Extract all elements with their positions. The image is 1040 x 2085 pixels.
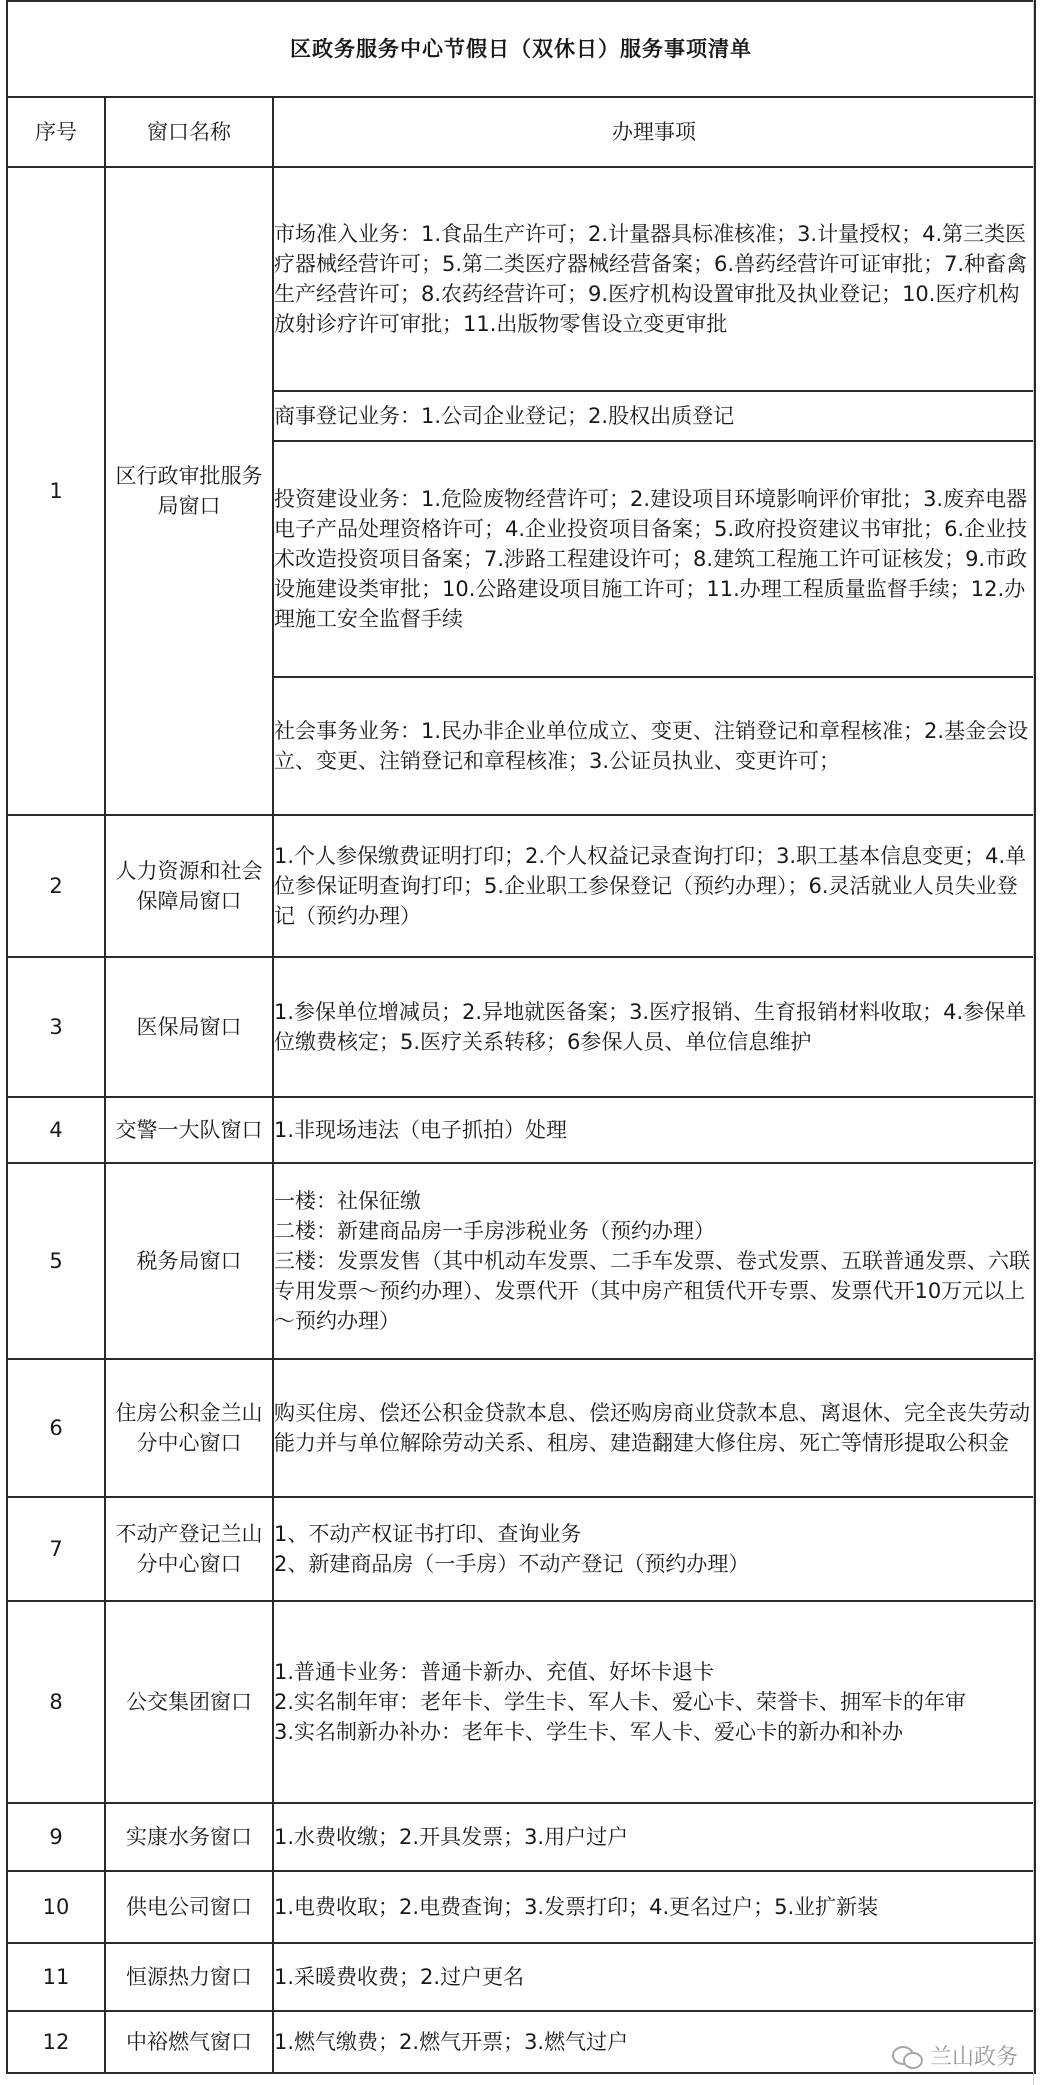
window-name: 税务局窗口: [105, 1163, 273, 1359]
service-table: [6, 0, 1036, 2074]
service-items: [273, 1497, 1035, 1601]
table-row: [7, 1359, 1035, 1497]
service-text: 1.燃气缴费；2.燃气开票；3.燃气过户: [274, 2030, 629, 2054]
service-items: [273, 1359, 1035, 1497]
table-row: [7, 1097, 1035, 1163]
service-text: 1.采暖费收费；2.过户更名: [274, 1965, 525, 1989]
service-items: [273, 1601, 1035, 1803]
window-name: 公交集团窗口: [105, 1601, 273, 1803]
service-text: 1.水费收缴；2.开具发票；3.用户过户: [274, 1825, 629, 1849]
window-name: 人力资源和社会保障局窗口: [105, 815, 273, 957]
table-row: [7, 1497, 1035, 1601]
row-number: 9: [7, 1803, 105, 1871]
service-items: [273, 1943, 1035, 2011]
title-row: [7, 1, 1035, 97]
service-text: 1.电费收取；2.电费查询；3.发票打印；4.更名过户；5.业扩新装: [274, 1895, 879, 1919]
service-block-market: 市场准入业务：1.食品生产许可；2.计量器具标准核准；3.计量授权；4.第三类医疗器械经营许可；5.第二类医疗器械经营备案；6.兽药经营许可证审批；7.种畜禽生产经营许可；8.农药经营许可；9.医疗机构设置审批及执业登记；10.医疗机构放射诊疗许可审批；11.出版物零售设立变更审批: [274, 222, 1028, 336]
service-items: [273, 677, 1035, 815]
window-name: 实康水务窗口: [105, 1803, 273, 1871]
row-number: 7: [7, 1497, 105, 1601]
table-row: [7, 1871, 1035, 1943]
service-block-social: 社会事务业务：1.民办非企业单位成立、变更、注销登记和章程核准；2.基金会设立、变更、注销登记和章程核准；3.公证员执业、变更许可；: [274, 719, 1029, 773]
service-items: [273, 1803, 1035, 1871]
table-row: [7, 2011, 1035, 2073]
window-name: 住房公积金兰山分中心窗口: [105, 1359, 273, 1497]
wechat-icon: [892, 2044, 922, 2068]
table-row: [7, 1163, 1035, 1359]
service-items: [273, 957, 1035, 1097]
service-items: [273, 167, 1035, 391]
service-items: [273, 391, 1035, 441]
service-items: [273, 1871, 1035, 1943]
table-row: [7, 957, 1035, 1097]
window-name: 交警一大队窗口: [105, 1097, 273, 1163]
window-name: 供电公司窗口: [105, 1871, 273, 1943]
window-name: 不动产登记兰山分中心窗口: [105, 1497, 273, 1601]
header-items: 办理事项: [273, 97, 1035, 167]
service-text: 1.参保单位增减员；2.异地就医备案；3.医疗报销、生育报销材料收取；4.参保单位缴费核定；5.医疗关系转移；6参保人员、单位信息维护: [274, 1000, 1027, 1054]
table-row: [7, 1601, 1035, 1803]
table-row: [7, 1943, 1035, 2011]
service-text: 一楼：社保征缴 二楼：新建商品房一手房涉税业务（预约办理） 三楼：发票发售（其中机动车发票、二手车发票、卷式发票、五联普通发票、六联专用发票～预约办理）、发票代开（其中房产租赁代开专票、发票代开10万元以上～预约办理）: [274, 1189, 1030, 1333]
watermark-text: 兰山政务: [929, 2045, 1018, 2070]
service-block-commercial: 商事登记业务：1.公司企业登记；2.股权出质登记: [274, 404, 735, 428]
watermark: [892, 2040, 1018, 2071]
window-name: 医保局窗口: [105, 957, 273, 1097]
service-text: 1.个人参保缴费证明打印；2.个人权益记录查询打印；3.职工基本信息变更；4.单位参保证明查询打印；5.企业职工参保登记（预约办理）；6.灵活就业人员失业登记（预约办理）: [274, 844, 1027, 928]
header-row: [7, 97, 1035, 167]
service-list-sheet: [6, 0, 1034, 2085]
service-block-investment: 投资建设业务：1.危险废物经营许可；2.建设项目环境影响评价审批；3.废弃电器电子产品处理资格许可；4.企业投资项目备案；5.政府投资建议书审批；6.企业技术改造投资项目备案；7.涉路工程建设许可；8.建筑工程施工许可证核发；9.市政设施建设类审批；10.公路建设项目施工许可；11.办理工程质量监督手续；12.办理施工安全监督手续: [274, 487, 1028, 631]
service-text: 购买住房、偿还公积金贷款本息、偿还购房商业贷款本息、离退休、完全丧失劳动能力并与单位解除劳动关系、租房、建造翻建大修住房、死亡等情形提取公积金: [274, 1401, 1030, 1455]
window-name: 恒源热力窗口: [105, 1943, 273, 2011]
service-text: 1、不动产权证书打印、查询业务 2、新建商品房（一手房）不动产登记（预约办理）: [274, 1522, 750, 1576]
row-number: 5: [7, 1163, 105, 1359]
row-number: 4: [7, 1097, 105, 1163]
page-title: 区政务服务中心节假日（双休日）服务事项清单: [7, 1, 1035, 97]
window-name: 区行政审批服务局窗口: [105, 167, 273, 815]
row-number: 6: [7, 1359, 105, 1497]
row-number: 1: [7, 167, 105, 815]
row-number: 2: [7, 815, 105, 957]
service-items: [273, 815, 1035, 957]
table-row: [7, 1803, 1035, 1871]
sheet-edge-gridline: [1033, 0, 1040, 2085]
service-items: [273, 441, 1035, 677]
service-text: 1.非现场违法（电子抓拍）处理: [274, 1118, 568, 1142]
row-number: 12: [7, 2011, 105, 2073]
service-items: [273, 1097, 1035, 1163]
window-name: 中裕燃气窗口: [105, 2011, 273, 2073]
header-window: 窗口名称: [105, 97, 273, 167]
table-row: [7, 167, 1035, 391]
row-number: 8: [7, 1601, 105, 1803]
service-text: 1.普通卡业务：普通卡新办、充值、好坏卡退卡 2.实名制年审：老年卡、学生卡、军人卡、爱心卡、荣誉卡、拥军卡的年审 3.实名制新办补办：老年卡、学生卡、军人卡、爱心卡的新办和补办: [274, 1660, 967, 1744]
row-number: 3: [7, 957, 105, 1097]
table-row: [7, 815, 1035, 957]
row-number: 11: [7, 1943, 105, 2011]
service-items: [273, 1163, 1035, 1359]
row-number: 10: [7, 1871, 105, 1943]
header-no: 序号: [7, 97, 105, 167]
